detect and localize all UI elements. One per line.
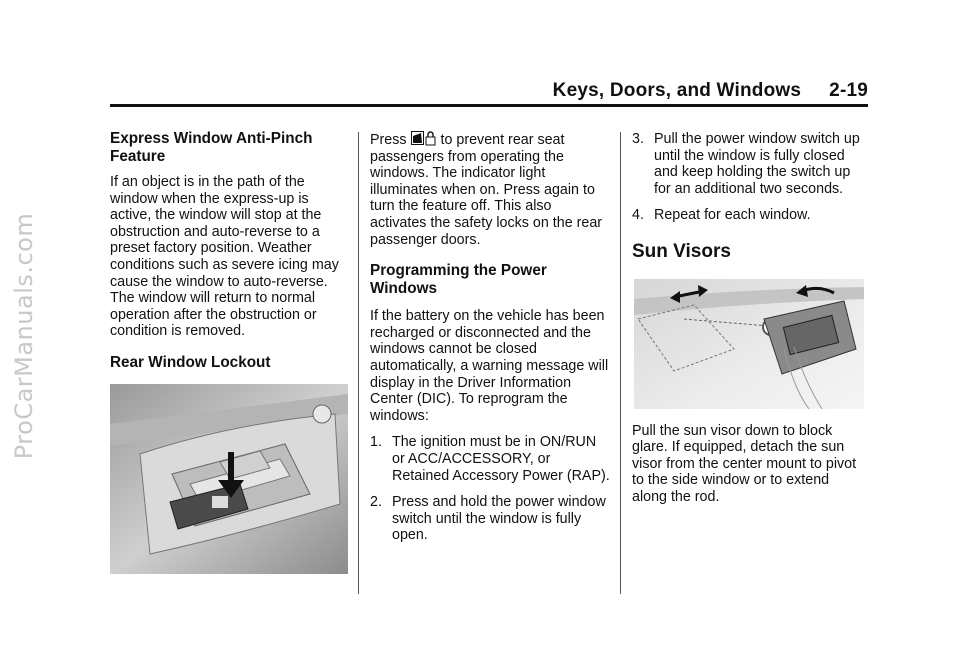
lockout-text-start: Press xyxy=(370,132,407,148)
paragraph-sun-visors: Pull the sun visor down to block glare. If equipped, detach the sun visor from the center mount to pivot to the side window or to extend along the rod. xyxy=(632,422,857,505)
list-item xyxy=(370,434,610,484)
heading-anti-pinch: Express Window Anti-Pinch Feature xyxy=(110,130,313,165)
list-number: 1. xyxy=(370,434,382,451)
heading-programming: Programming the Power Windows xyxy=(370,262,547,298)
header-rule xyxy=(110,104,868,107)
page-header xyxy=(553,80,868,102)
heading-sun-visors: Sun Visors xyxy=(632,240,731,262)
list-text: Pull the power window switch up until the window is fully closed and keep holding the switch up for an additional two seconds. xyxy=(654,131,860,197)
paragraph-programming: If the battery on the vehicle has been recharged or disconnected and the windows cannot be closed automatically, a warning message will display in the Driver Information Center (DIC). To reprogram the windows: xyxy=(370,308,609,424)
list-number: 4. xyxy=(632,207,644,224)
column-divider-1 xyxy=(358,132,359,594)
list-item xyxy=(370,494,610,544)
list-item xyxy=(632,131,868,197)
column-3 xyxy=(632,131,868,516)
list-text: Repeat for each window. xyxy=(654,207,811,224)
list-number: 2. xyxy=(370,494,382,511)
section-title: Keys, Doors, and Windows xyxy=(552,80,802,101)
window-lock-button-icon xyxy=(411,131,437,146)
heading-rear-lockout: Rear Window Lockout xyxy=(110,353,271,371)
page-number: 2-19 xyxy=(829,80,868,101)
paragraph-anti-pinch: If an object is in the path of the window when the express-up is active, the window will stop at the obstruction and auto-reverse to a preset factory position. Weather conditions such as severe icing may cause the window to auto-reverse. The window will return to normal operation after the obstruction or condition is removed. xyxy=(110,174,339,340)
window-lockout-illustration xyxy=(110,384,348,574)
watermark-text: ProCarManuals.com xyxy=(10,212,38,460)
column-divider-2 xyxy=(620,132,621,594)
lockout-text-end: to prevent rear seat passengers from operating the windows. The indicator light illuminates when on. Press again to turn the feature off. This also activates the safety locks on the rear passenger doors. xyxy=(370,132,603,248)
list-number: 3. xyxy=(632,131,644,147)
list-text: The ignition must be in ON/RUN or ACC/ACCESSORY, or Retained Accessory Power (RAP). xyxy=(392,434,610,484)
column-1 xyxy=(110,130,350,574)
watermark xyxy=(6,0,42,672)
paragraph-lockout xyxy=(370,131,610,248)
column-2 xyxy=(370,131,610,554)
sun-visor-illustration xyxy=(634,279,864,409)
list-text: Press and hold the power window switch until the window is fully open. xyxy=(392,494,606,544)
list-item xyxy=(632,207,868,224)
